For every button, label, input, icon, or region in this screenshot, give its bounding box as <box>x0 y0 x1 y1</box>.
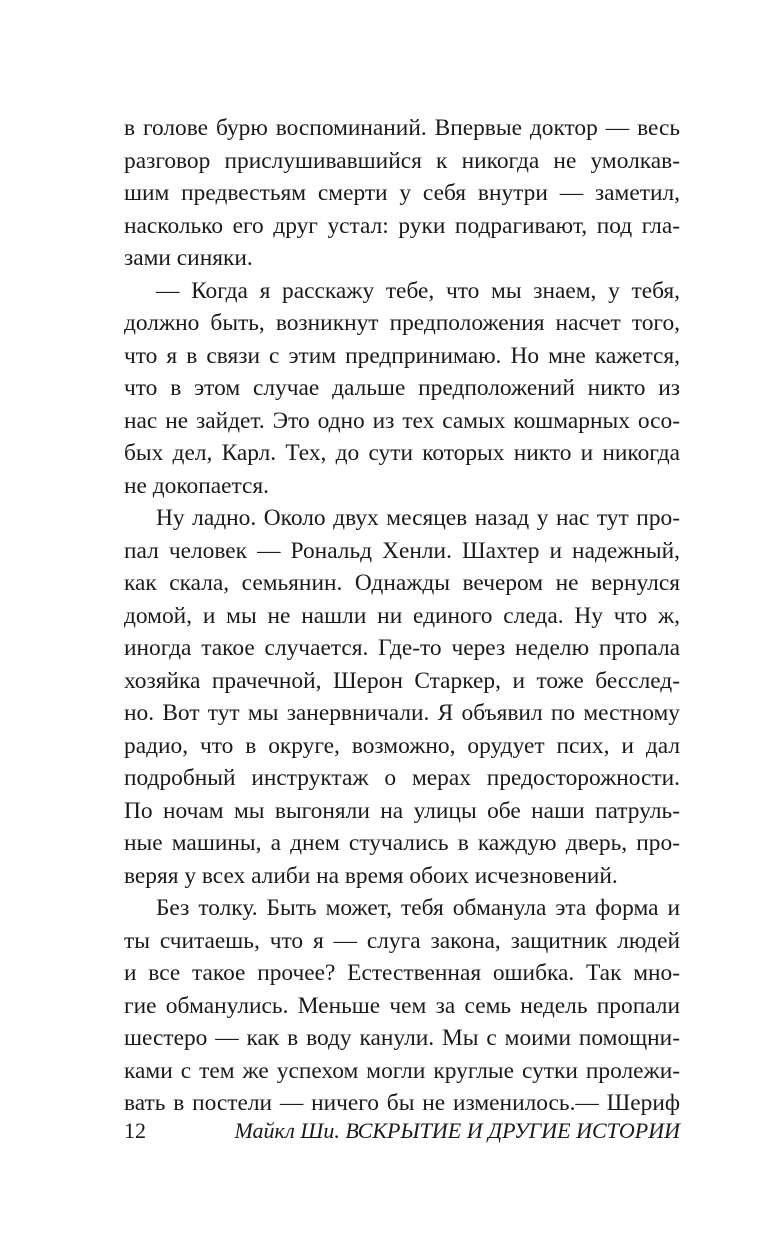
paragraph-2 <box>124 275 680 503</box>
text-line: в голове бурю воспоминаний. Впервые доктор — весь <box>124 115 680 141</box>
text-line: как скала, семьянин. Однажды вечером не вернулся <box>124 570 680 596</box>
text-line: и все такое прочее? Естественная ошибка. Так мно- <box>124 960 680 986</box>
text-line: что я в связи с этим предпринимаю. Но мне кажется, <box>124 342 680 369</box>
text-line: По ночам мы выгоняли на улицы обе наши патруль- <box>124 797 680 824</box>
text-line: шим предвестьям смерти у себя внутри — заметил, <box>124 180 680 206</box>
paragraph-1 <box>124 112 680 275</box>
text-line: зами синяки. <box>124 245 253 271</box>
text-line: — Когда я расскажу тебе, что мы знаем, у тебя, <box>156 277 680 304</box>
text-line: бых дел, Карл. Тех, до сути которых никто и никогда <box>124 440 680 466</box>
text-line: ные машины, а днем стучались в каждую дверь, про- <box>124 830 680 856</box>
page-footer <box>124 1115 680 1147</box>
text-line: что в этом случае дальше предположений никто из <box>124 375 680 401</box>
text-line: радио, что в округе, возможно, орудует псих, и дал <box>124 732 680 759</box>
text-line: гие обманулись. Меньше чем за семь недель пропали <box>124 992 680 1019</box>
paragraph-3 <box>124 502 680 892</box>
text-line: хозяйка прачечной, Шерон Старкер, и тоже бесслед- <box>124 667 680 694</box>
text-line: Ну ладно. Около двух месяцев назад у нас тут про- <box>156 505 680 531</box>
text-line: ты считаешь, что я — слуга закона, защитник людей <box>124 927 680 954</box>
page-body <box>124 112 680 1120</box>
running-title: Майкл Ши. ВСКРЫТИЕ И ДРУГИЕ ИСТОРИИ <box>234 1118 680 1143</box>
text-line: должно быть, возникнут предположения насчет того, <box>124 310 680 336</box>
text-line: иногда такое случается. Где-то через неделю пропала <box>124 635 680 661</box>
text-line: насколько его друг устал: руки подрагивают, под гла- <box>124 212 680 239</box>
text-line: разговор прислушивавшийся к никогда не умолкав- <box>124 147 680 174</box>
text-line: Без толку. Быть может, тебя обманула эта форма и <box>156 895 680 921</box>
paragraph-4 <box>124 892 680 1120</box>
text-line: вать в постели — ничего бы не изменилось.— Шериф <box>124 1090 680 1116</box>
text-line: домой, и мы не нашли ни единого следа. Ну что ж, <box>124 602 680 629</box>
text-line: пал человек — Рональд Хенли. Шахтер и надежный, <box>124 537 680 564</box>
page-number: 12 <box>124 1118 146 1143</box>
text-line: не докопается. <box>124 472 269 499</box>
text-line: ками с тем же успехом могли круглые сутки пролежи- <box>124 1057 680 1084</box>
text-line: нас не зайдет. Это одно из тех самых кошмарных осо- <box>124 407 680 434</box>
text-line: но. Вот тут мы занервничали. Я объявил по местному <box>124 700 680 726</box>
text-line: шестеро — как в воду канули. Мы с моими помощни- <box>124 1025 680 1051</box>
text-line: подробный инструктаж о мерах предосторожности. <box>124 765 680 791</box>
text-line: веряя у всех алиби на время обоих исчезновений. <box>124 862 618 889</box>
